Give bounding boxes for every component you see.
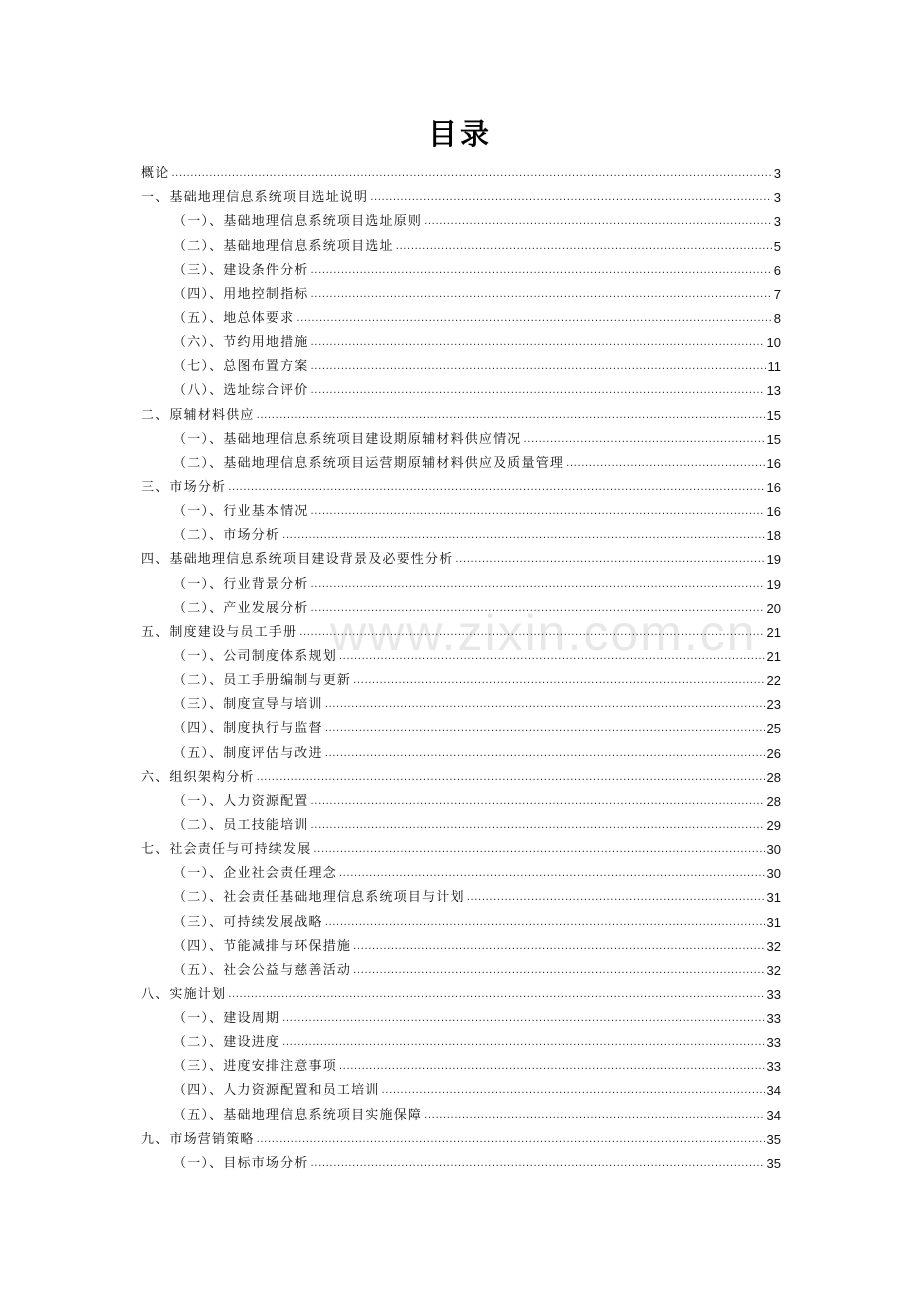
toc-entry[interactable] xyxy=(141,860,781,884)
toc-entry[interactable] xyxy=(141,160,781,184)
toc-entry-label: 概论 xyxy=(141,166,170,182)
toc-dot-leader xyxy=(424,215,772,229)
toc-dot-leader xyxy=(313,843,764,857)
toc-entry-page-number: 34 xyxy=(766,1107,781,1123)
toc-dot-leader xyxy=(228,481,764,495)
toc-entry[interactable] xyxy=(141,570,781,594)
toc-entry[interactable] xyxy=(141,1126,781,1150)
toc-entry-page-number: 33 xyxy=(766,1011,781,1027)
toc-entry[interactable] xyxy=(141,595,781,619)
toc-dot-leader xyxy=(566,457,764,471)
toc-entry-page-number: 11 xyxy=(767,359,781,375)
toc-entry-page-number: 13 xyxy=(766,383,781,399)
toc-entry-page-number: 16 xyxy=(766,479,781,495)
toc-entry-label: （一）、建设周期 xyxy=(173,1011,281,1027)
toc-dot-leader xyxy=(396,240,772,254)
toc-entry-page-number: 33 xyxy=(766,986,781,1002)
toc-dot-leader xyxy=(311,795,765,809)
toc-entry[interactable] xyxy=(141,257,781,281)
toc-entry-page-number: 34 xyxy=(766,1083,781,1099)
toc-entry-page-number: 26 xyxy=(766,745,781,761)
toc-entry-page-number: 16 xyxy=(766,504,781,520)
toc-entry-page-number: 31 xyxy=(766,914,781,930)
toc-entry-label: （一）、基础地理信息系统项目建设期原辅材料供应情况 xyxy=(173,431,522,447)
toc-entry-page-number: 3 xyxy=(773,190,781,206)
toc-dot-leader xyxy=(455,553,764,567)
toc-entry[interactable] xyxy=(141,788,781,812)
toc-entry-label: 一、基础地理信息系统项目选址说明 xyxy=(141,190,369,206)
toc-dot-leader xyxy=(325,747,765,761)
toc-dot-leader xyxy=(282,1012,764,1026)
toc-entry-page-number: 3 xyxy=(773,214,781,230)
toc-entry-label: （二）、基础地理信息系统项目选址 xyxy=(173,238,394,254)
toc-dot-leader xyxy=(353,940,764,954)
toc-dot-leader xyxy=(282,1036,764,1050)
toc-entry-page-number: 6 xyxy=(773,262,781,278)
toc-dot-leader xyxy=(524,433,765,447)
toc-entry-page-number: 10 xyxy=(766,335,781,351)
toc-entry[interactable] xyxy=(141,739,781,763)
toc-dot-leader xyxy=(467,891,765,905)
toc-dot-leader xyxy=(339,867,765,881)
toc-entry-label: （五）、基础地理信息系统项目实施保障 xyxy=(173,1107,423,1123)
toc-entry-label: 八、实施计划 xyxy=(141,986,227,1002)
toc-entry-label: （一）、企业社会责任理念 xyxy=(173,866,337,882)
toc-entry-page-number: 21 xyxy=(766,648,781,664)
toc-entry-label: （三）、进度安排注意事项 xyxy=(173,1059,337,1075)
toc-dot-leader xyxy=(311,360,766,374)
toc-entry[interactable] xyxy=(141,884,781,908)
toc-entry-label: 六、组织架构分析 xyxy=(141,769,255,785)
toc-entry-page-number: 35 xyxy=(766,1155,781,1171)
toc-dot-leader xyxy=(228,988,764,1002)
toc-entry-page-number: 7 xyxy=(773,286,781,302)
toc-entry-page-number: 8 xyxy=(773,310,781,326)
toc-entry[interactable] xyxy=(141,498,781,522)
toc-entry-page-number: 32 xyxy=(766,962,781,978)
toc-dot-leader xyxy=(282,529,764,543)
toc-entry[interactable] xyxy=(141,401,781,425)
toc-entry-page-number: 30 xyxy=(766,842,781,858)
toc-dot-leader xyxy=(339,650,765,664)
toc-dot-leader xyxy=(370,191,772,205)
toc-entry[interactable] xyxy=(141,450,781,474)
toc-dot-leader xyxy=(311,819,765,833)
toc-entry-page-number: 23 xyxy=(766,697,781,713)
toc-entry-label: 二、原辅材料供应 xyxy=(141,407,255,423)
toc-entry[interactable] xyxy=(141,715,781,739)
toc-entry[interactable] xyxy=(141,208,781,232)
toc-entry-label: 三、市场分析 xyxy=(141,479,227,495)
toc-entry[interactable] xyxy=(141,933,781,957)
toc-entry[interactable] xyxy=(141,619,781,643)
table-of-contents xyxy=(141,160,781,1174)
page-title: 目录 xyxy=(427,117,492,151)
toc-entry-page-number: 19 xyxy=(766,576,781,592)
toc-entry[interactable] xyxy=(141,1077,781,1101)
toc-entry-label: （二）、产业发展分析 xyxy=(173,600,309,616)
toc-entry-page-number: 29 xyxy=(766,817,781,833)
toc-entry-page-number: 33 xyxy=(766,1035,781,1051)
toc-dot-leader xyxy=(311,602,765,616)
toc-dot-leader xyxy=(311,505,765,519)
toc-dot-leader xyxy=(325,698,765,712)
toc-dot-leader xyxy=(353,674,764,688)
watermark: www.zixin.com.cn xyxy=(330,605,757,661)
toc-entry-label: （三）、制度宣导与培训 xyxy=(173,697,323,713)
toc-entry-page-number: 32 xyxy=(766,938,781,954)
toc-entry-label: （一）、人力资源配置 xyxy=(173,793,309,809)
toc-entry-label: （二）、建设进度 xyxy=(173,1035,281,1051)
toc-entry-label: 七、社会责任与可持续发展 xyxy=(141,842,312,858)
toc-dot-leader xyxy=(325,916,765,930)
toc-dot-leader xyxy=(325,722,765,736)
toc-dot-leader xyxy=(311,578,765,592)
toc-entry-label: （四）、制度执行与监督 xyxy=(173,721,323,737)
toc-entry[interactable] xyxy=(141,474,781,498)
toc-entry[interactable] xyxy=(141,812,781,836)
toc-entry[interactable] xyxy=(141,836,781,860)
toc-entry[interactable] xyxy=(141,1005,781,1029)
toc-dot-leader xyxy=(296,312,771,326)
toc-dot-leader xyxy=(311,384,765,398)
toc-dot-leader xyxy=(257,771,765,785)
toc-entry-label: （二）、社会责任基础地理信息系统项目与计划 xyxy=(173,890,465,906)
toc-entry-label: 四、基础地理信息系统项目建设背景及必要性分析 xyxy=(141,552,454,568)
toc-dot-leader xyxy=(311,264,772,278)
toc-entry-page-number: 15 xyxy=(766,431,781,447)
toc-entry-label: （八）、选址综合评价 xyxy=(173,383,309,399)
toc-entry-page-number: 3 xyxy=(773,166,781,182)
toc-entry[interactable] xyxy=(141,908,781,932)
toc-entry[interactable] xyxy=(141,667,781,691)
toc-entry[interactable] xyxy=(141,305,781,329)
toc-entry[interactable] xyxy=(141,546,781,570)
toc-entry-page-number: 25 xyxy=(766,721,781,737)
toc-entry-label: （七）、总图布置方案 xyxy=(173,359,309,375)
toc-entry[interactable] xyxy=(141,1053,781,1077)
toc-entry[interactable] xyxy=(141,957,781,981)
toc-entry-page-number: 5 xyxy=(773,238,781,254)
toc-entry[interactable] xyxy=(141,232,781,256)
toc-dot-leader xyxy=(171,167,771,181)
toc-entry[interactable] xyxy=(141,522,781,546)
toc-entry[interactable] xyxy=(141,981,781,1005)
toc-entry[interactable] xyxy=(141,1150,781,1174)
toc-entry[interactable] xyxy=(141,1101,781,1125)
toc-entry-page-number: 22 xyxy=(766,673,781,689)
toc-entry[interactable] xyxy=(141,764,781,788)
toc-entry-label: （六）、节约用地措施 xyxy=(173,335,309,351)
toc-entry-label: （三）、可持续发展战略 xyxy=(173,914,323,930)
toc-entry[interactable] xyxy=(141,353,781,377)
toc-entry-label: （二）、市场分析 xyxy=(173,528,281,544)
toc-entry-label: 九、市场营销策略 xyxy=(141,1131,255,1147)
toc-entry[interactable] xyxy=(141,691,781,715)
toc-entry-label: （二）、员工技能培训 xyxy=(173,817,309,833)
toc-entry-page-number: 21 xyxy=(766,624,781,640)
toc-entry-label: （四）、节能减排与环保措施 xyxy=(173,938,352,954)
toc-entry-label: （五）、地总体要求 xyxy=(173,310,295,326)
toc-entry-page-number: 33 xyxy=(766,1059,781,1075)
toc-entry-page-number: 30 xyxy=(766,866,781,882)
toc-dot-leader xyxy=(299,626,764,640)
toc-entry[interactable] xyxy=(141,1029,781,1053)
toc-entry-label: （一）、行业基本情况 xyxy=(173,504,309,520)
toc-entry-page-number: 28 xyxy=(766,793,781,809)
toc-dot-leader xyxy=(257,1133,765,1147)
toc-dot-leader xyxy=(311,1157,765,1171)
toc-entry[interactable] xyxy=(141,329,781,353)
toc-entry-label: （二）、基础地理信息系统项目运营期原辅材料供应及质量管理 xyxy=(173,455,565,471)
toc-dot-leader xyxy=(311,288,772,302)
toc-entry[interactable] xyxy=(141,281,781,305)
toc-entry[interactable] xyxy=(141,426,781,450)
toc-entry-page-number: 16 xyxy=(766,455,781,471)
toc-entry-label: （一）、基础地理信息系统项目选址原则 xyxy=(173,214,423,230)
toc-dot-leader xyxy=(339,1060,765,1074)
toc-dot-leader xyxy=(257,409,765,423)
toc-entry-label: （五）、社会公益与慈善活动 xyxy=(173,962,352,978)
toc-entry-label: 五、制度建设与员工手册 xyxy=(141,624,298,640)
toc-entry[interactable] xyxy=(141,377,781,401)
toc-entry-label: （三）、建设条件分析 xyxy=(173,262,309,278)
toc-dot-leader xyxy=(353,964,764,978)
toc-dot-leader xyxy=(424,1109,764,1123)
toc-entry-label: （二）、员工手册编制与更新 xyxy=(173,673,352,689)
toc-entry-label: （四）、用地控制指标 xyxy=(173,286,309,302)
toc-entry-page-number: 28 xyxy=(766,769,781,785)
toc-entry-page-number: 19 xyxy=(766,552,781,568)
toc-entry-label: （一）、行业背景分析 xyxy=(173,576,309,592)
toc-entry-label: （四）、人力资源配置和员工培训 xyxy=(173,1083,380,1099)
toc-entry[interactable] xyxy=(141,643,781,667)
toc-entry-label: （五）、制度评估与改进 xyxy=(173,745,323,761)
toc-entry-label: （一）、公司制度体系规划 xyxy=(173,648,337,664)
toc-entry-label: （一）、目标市场分析 xyxy=(173,1155,309,1171)
toc-entry-page-number: 15 xyxy=(766,407,781,423)
toc-entry-page-number: 20 xyxy=(766,600,781,616)
toc-entry-page-number: 18 xyxy=(766,528,781,544)
toc-entry[interactable] xyxy=(141,184,781,208)
toc-dot-leader xyxy=(382,1084,765,1098)
toc-entry-page-number: 35 xyxy=(766,1131,781,1147)
toc-entry-page-number: 31 xyxy=(766,890,781,906)
toc-dot-leader xyxy=(311,336,765,350)
